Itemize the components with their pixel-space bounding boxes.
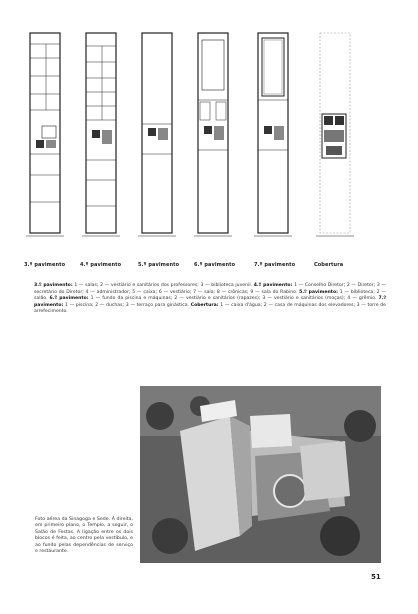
legend-heading: 5.º pavimento: [299,289,338,295]
plan-5th-floor [138,30,178,240]
page-number: 51 [371,573,381,581]
plan-label: 5.º pavimento [138,262,180,268]
legend-heading: Cobertura: [190,302,219,308]
plan-label: 7.º pavimento [254,262,296,268]
legend-text: 1 — salas; 2 — vestiário e sanitários dos professores; 3 — biblioteca juvenil. [74,283,253,288]
plan-legend [34,283,386,316]
aerial-photo [140,386,381,563]
plan-4th-floor [82,30,122,240]
plan-label: 4.º pavimento [80,262,122,268]
legend-text: 1 — Conselho Diretor; 2 — Diretor; 3 — secretário do Diretor; 4 — administrador; 5 — caixa; 6 — vestiário; 7 — sala; 8 — crônicas; 9 — sala do Rabino. [34,283,386,295]
legend-text: 1 — piscina; 2 — duchas; 3 — terraço para ginástica. [65,302,190,308]
legend-heading: 6.º pavimento: [49,296,89,302]
legend-text: 1 — fundo da piscina e máquinas; 2 — vestiário e sanitários (rapazes); 3 — vestiário e sanitários (moças); 4 — grêmio. [90,296,377,302]
plan-3rd-floor [26,30,66,240]
legend-text: 1 — biblioteca; 2 — salão. [34,289,386,302]
plan-label: Cobertura [314,262,344,268]
floor-plans [20,30,398,260]
plan-label: 3.º pavimento [24,262,66,268]
legend-heading: 4.º pavimento: [253,283,293,288]
legend-text: 1 — caixa d'água; 2 — casa de máquinas dos elevadores; 3 — torre de arrefecimento. [34,302,386,315]
plan-roof [316,30,360,240]
legend-heading: 7.º pavimento: [34,296,386,308]
legend-heading: 3.º pavimento: [34,283,73,288]
plan-6th-floor [194,30,238,240]
plan-label: 6.º pavimento [194,262,236,268]
plan-labels [20,262,398,272]
photo-caption: Foto aérea da Sinagoga e Sede. À direita, em primeiro plano, o Templo, a seguir, o Salão de Festas. A ligação entre os dois blocos é feita, ao centro pela vestíbulo, e ao fundo pelas dependências de serviço e restaurante. [35,517,133,555]
plan-7th-floor [254,30,298,240]
